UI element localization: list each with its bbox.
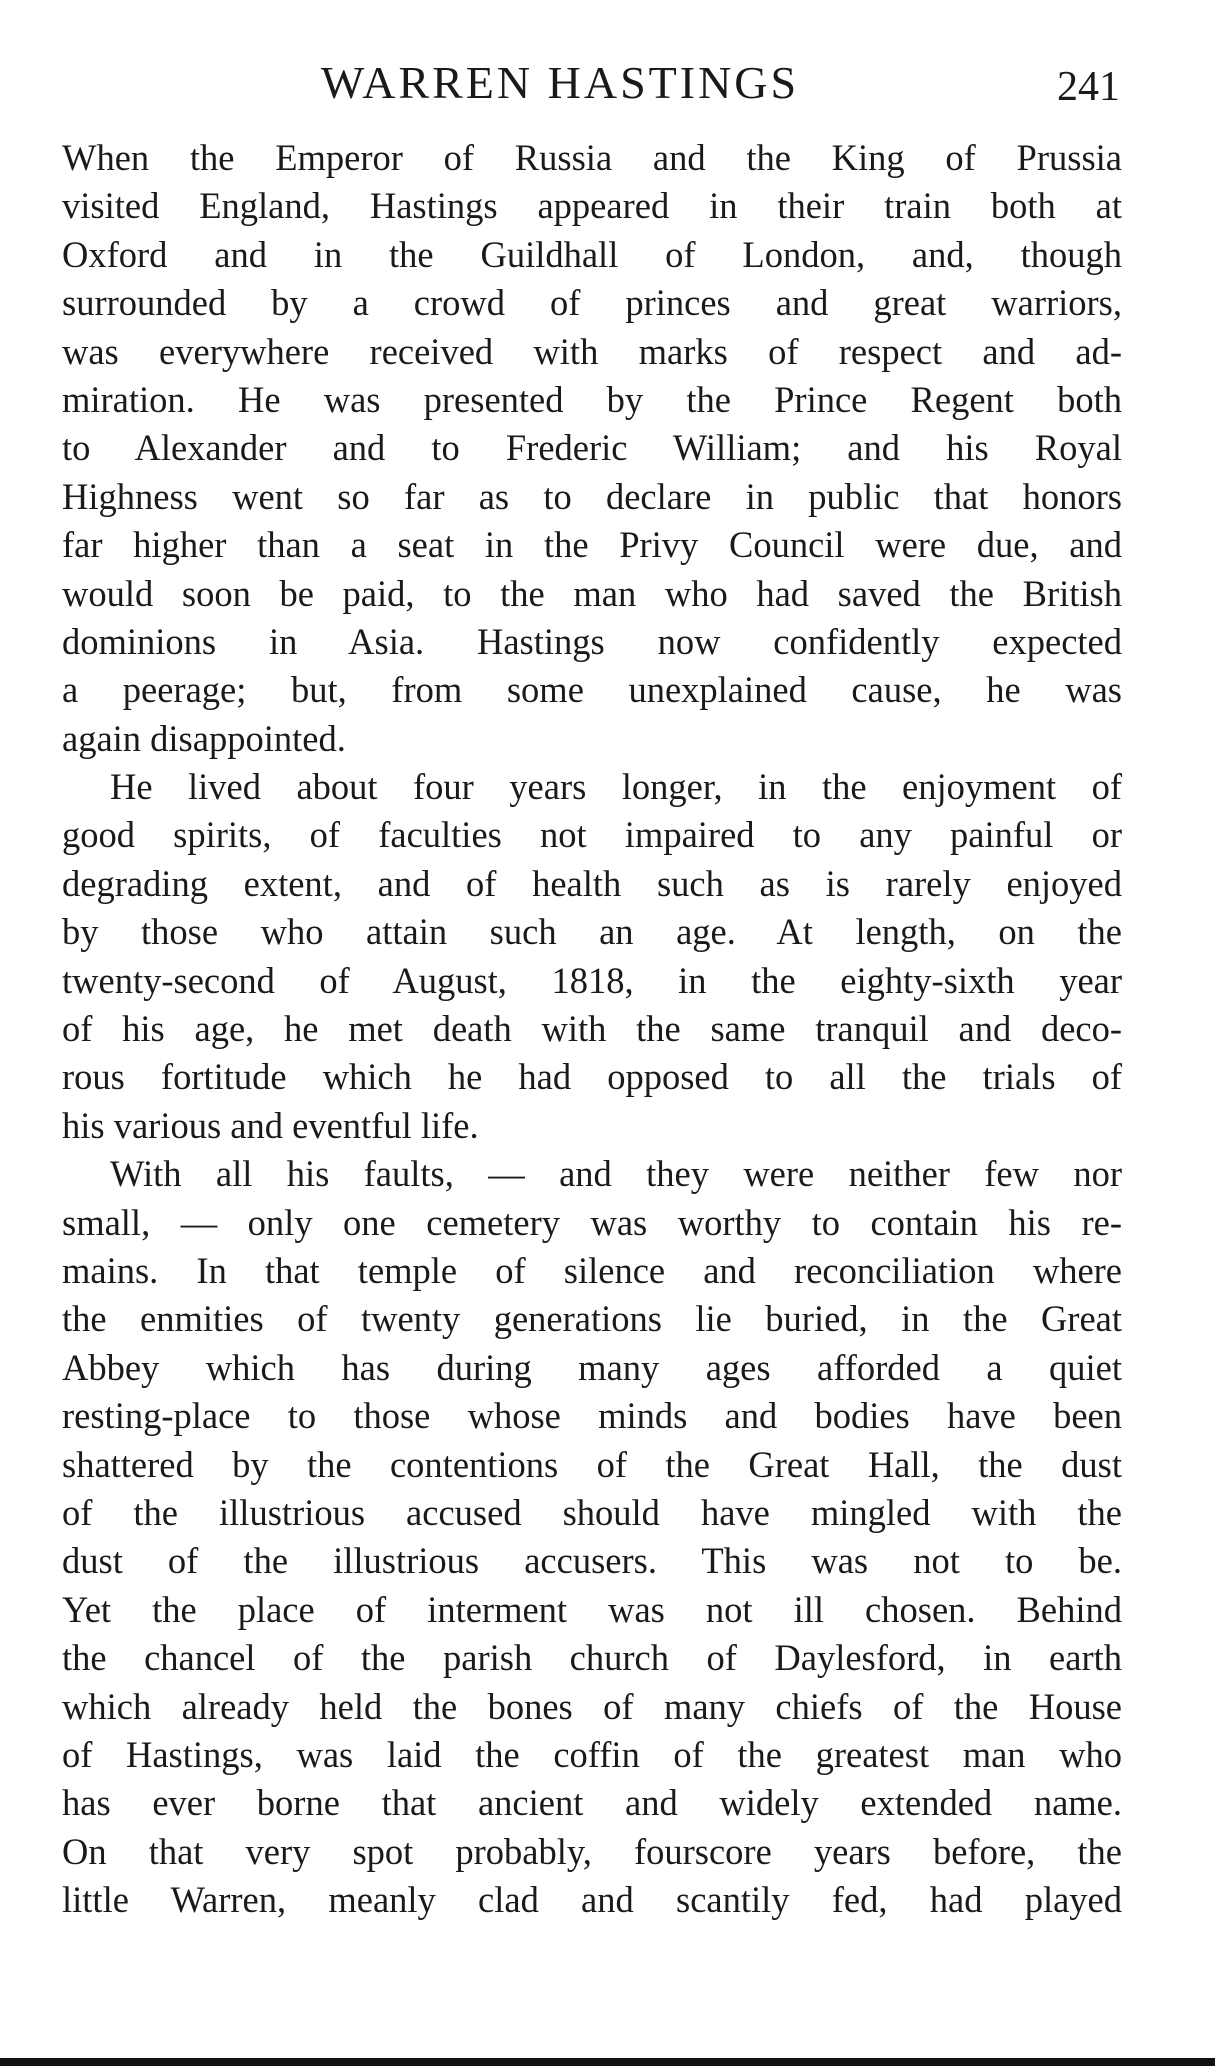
text-line: Oxford and in the Guildhall of London, and, though [62,233,1122,275]
text-line: good spirits, of faculties not impaired to any painful or [62,814,1122,856]
text-line: of Hastings, was laid the coffin of the greatest man who [62,1733,1122,1775]
page-number: 241 [1057,64,1120,110]
text-line: surrounded by a crowd of princes and great warriors, [62,282,1122,324]
text-line: little Warren, meanly clad and scantily fed, had played [62,1879,1122,1921]
text-line: mains. In that temple of silence and reconciliation where [62,1249,1122,1291]
text-line: would soon be paid, to the man who had saved the British [62,572,1122,614]
text-line: dust of the illustrious accusers. This was not to be. [62,1540,1122,1582]
running-head [0,58,1215,108]
text-line: On that very spot probably, fourscore years before, the [62,1830,1122,1872]
text-line: of the illustrious accused should have mingled with the [62,1491,1122,1533]
text-line: of his age, he met death with the same tranquil and deco- [62,1008,1122,1050]
text-line: rous fortitude which he had opposed to all the trials of [62,1056,1122,1098]
text-line: visited England, Hastings appeared in their train both at [62,185,1122,227]
running-title: WARREN HASTINGS [320,57,800,108]
text-line: With all his faults, — and they were neither few nor [110,1153,1122,1195]
text-line: shattered by the contentions of the Great Hall, the dust [62,1443,1122,1485]
text-line: was everywhere received with marks of respect and ad- [62,330,1122,372]
text-line: degrading extent, and of health such as is rarely enjoyed [62,862,1122,904]
text-line: Abbey which has during many ages afforded a quiet [62,1346,1122,1388]
text-line: twenty-second of August, 1818, in the eighty-sixth year [62,959,1122,1001]
text-line: has ever borne that ancient and widely extended name. [62,1782,1122,1824]
text-line: He lived about four years longer, in the enjoyment of [110,766,1122,808]
text-line: small, — only one cemetery was worthy to contain his re- [62,1201,1122,1243]
text-line: Yet the place of interment was not ill chosen. Behind [62,1588,1122,1630]
text-line: his various and eventful life. [62,1104,479,1146]
text-line: the chancel of the parish church of Daylesford, in earth [62,1637,1122,1679]
paragraph-1 [62,134,1122,763]
text-line: to Alexander and to Frederic William; and his Royal [62,427,1122,469]
paragraph-2 [62,763,1122,1150]
text-line: far higher than a seat in the Privy Council were due, and [62,524,1122,566]
body-text [62,134,1122,1924]
text-line: miration. He was presented by the Prince Regent both [62,378,1122,420]
text-line: dominions in Asia. Hastings now confidently expected [62,620,1122,662]
text-line: which already held the bones of many chiefs of the House [62,1685,1122,1727]
paragraph-3 [62,1150,1122,1924]
text-line: the enmities of twenty generations lie buried, in the Great [62,1298,1122,1340]
text-line: When the Emperor of Russia and the King of Prussia [62,137,1122,178]
text-line: again disappointed. [62,717,346,759]
text-line: Highness went so far as to declare in public that honors [62,475,1122,517]
text-line: resting-place to those whose minds and bodies have been [62,1395,1122,1437]
bottom-rule [0,2058,1215,2066]
text-line: a peerage; but, from some unexplained cause, he was [62,669,1122,711]
text-line: by those who attain such an age. At length, on the [62,911,1122,953]
